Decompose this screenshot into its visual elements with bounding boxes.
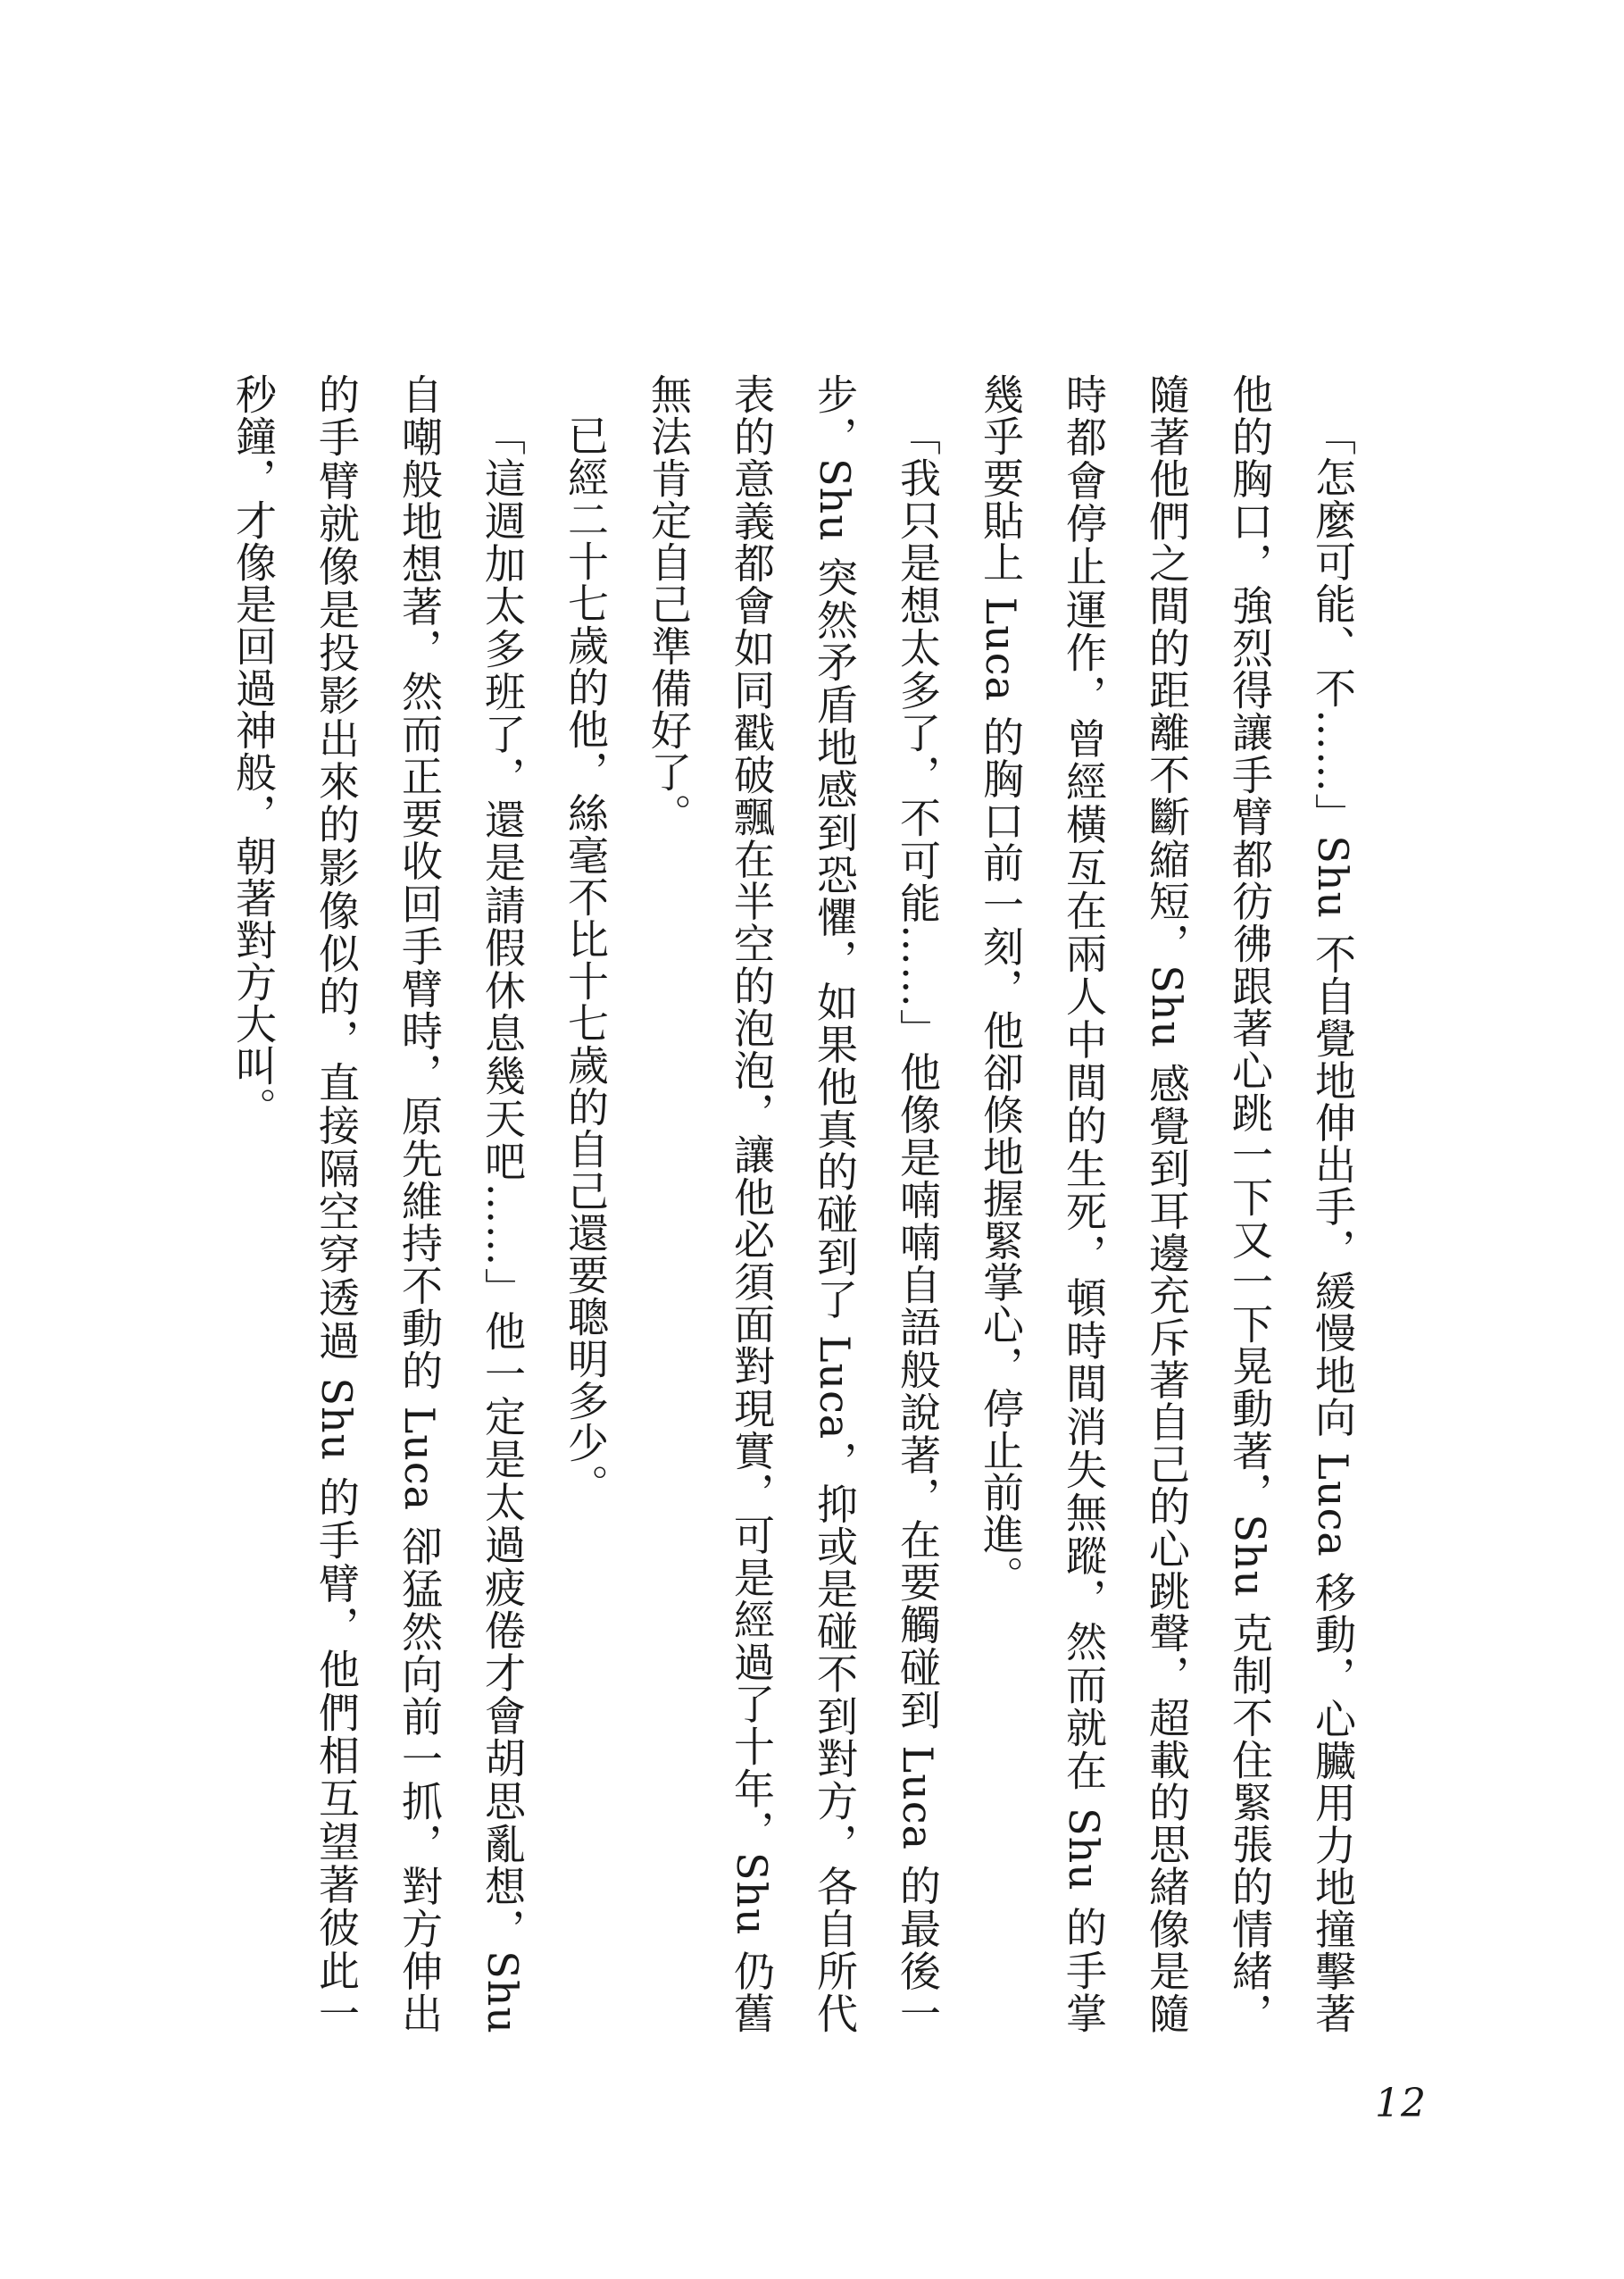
paragraph-4: 「這週加太多班了，還是請假休息幾天吧……」他一定是太過疲倦才會胡思亂想，Shu 自嘲般地想著，然而正要收回手臂時，原先維持不動的 Luca 卻猛然向前一抓，對方伸出的手臂就像是投影出來的影像似的，直接隔空穿透過 Shu 的手臂，他們相互望著彼此一秒鐘，才像是回過神般，朝著對方大叫。 (229, 373, 527, 2034)
paragraph-1: 「怎麼可能、不……」Shu 不自覺地伸出手，緩慢地向 Luca 移動，心臟用力地撞擊著他的胸口，強烈得讓手臂都彷彿跟著心跳一下又一下晃動著，Shu 克制不住緊張的情緒，隨著他們之間的距離不斷縮短，Shu 感覺到耳邊充斥著自己的心跳聲，超載的思緒像是隨時都會停止運作，曾經橫亙在兩人中間的生死，頓時間消失無蹤，然而就在 Shu 的手掌幾乎要貼上 Luca 的胸口前一刻，他卻倏地握緊掌心，停止前進。 (977, 373, 1357, 2034)
paragraph-3: 已經二十七歲的他，絲毫不比十七歲的自己還要聰明多少。 (562, 414, 610, 1506)
vertical-text-body (88, 373, 1374, 2034)
page-number: 12 (1375, 2081, 1427, 2126)
paragraph-2: 「我只是想太多了，不可能……」他像是喃喃自語般說著，在要觸碰到 Luca 的最後一步，Shu 突然矛盾地感到恐懼，如果他真的碰到了 Luca，抑或是碰不到對方，各自所代表的意義都會如同戳破飄在半空的泡泡，讓他必須面對現實，可是經過了十年，Shu 仍舊無法肯定自己準備好了。 (645, 373, 942, 2034)
